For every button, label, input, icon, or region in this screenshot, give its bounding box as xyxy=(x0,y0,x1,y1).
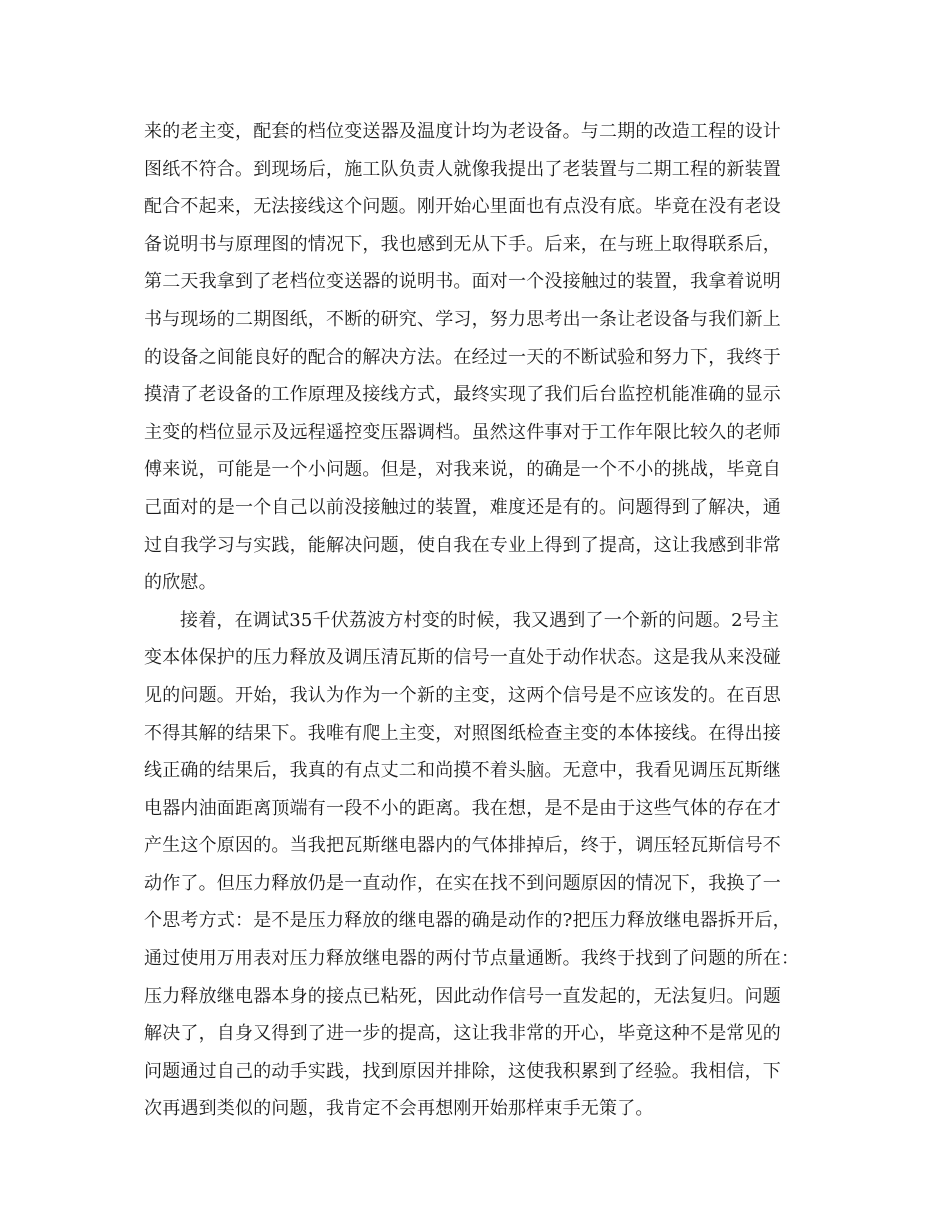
text-line: 配合不起来，无法接线这个问题。刚开始心里面也有点没有底。毕竟在没有老设 xyxy=(144,196,781,218)
text-line: 次再遇到类似的问题，我肯定不会再想刚开始那样束手无策了。 xyxy=(144,1098,654,1120)
text-line: 动作了。但压力释放仍是一直动作，在实在找不到问题原因的情况下，我换了一 xyxy=(144,872,781,894)
text-line: 接着，在调试35千伏荔波方村变的时候，我又遇到了一个新的问题。2号主 xyxy=(180,609,780,631)
document-body xyxy=(144,113,810,1128)
text-line: 变本体保护的压力释放及调压清瓦斯的信号一直处于动作状态。这是我从来没碰 xyxy=(144,647,781,669)
text-line: 书与现场的二期图纸，不断的研究、学习，努力思考出一条让老设备与我们新上 xyxy=(144,308,781,330)
text-line: 的欣慰。 xyxy=(144,572,217,594)
text-line: 解决了，自身又得到了进一步的提高，这让我非常的开心，毕竟这种不是常见的 xyxy=(144,1023,781,1045)
text-line: 不得其解的结果下。我唯有爬上主变，对照图纸检查主变的本体接线。在得出接 xyxy=(144,722,781,744)
text-line: 备说明书与原理图的情况下，我也感到无从下手。后来，在与班上取得联系后， xyxy=(144,233,781,255)
text-line: 个思考方式：是不是压力释放的继电器的确是动作的?把压力释放继电器拆开后， xyxy=(144,910,791,932)
paragraph-1 xyxy=(144,113,810,602)
text-line: 过自我学习与实践，能解决问题，使自我在专业上得到了提高，这让我感到非常 xyxy=(144,534,781,556)
text-line: 来的老主变，配套的档位变送器及温度计均为老设备。与二期的改造工程的设计 xyxy=(144,121,781,142)
text-line: 压力释放继电器本身的接点已粘死，因此动作信号一直发起的，无法复归。问题 xyxy=(144,985,781,1007)
text-line: 线正确的结果后，我真的有点丈二和尚摸不着头脑。无意中，我看见调压瓦斯继 xyxy=(144,760,781,782)
text-line: 问题通过自己的动手实践，找到原因并排除，这使我积累到了经验。我相信，下 xyxy=(144,1060,781,1082)
text-line: 主变的档位显示及远程遥控变压器调档。虽然这件事对于工作年限比较久的老师 xyxy=(144,421,781,443)
text-line: 见的问题。开始，我认为作为一个新的主变，这两个信号是不应该发的。在百思 xyxy=(144,684,781,706)
text-line: 通过使用万用表对压力释放继电器的两付节点量通断。我终于找到了问题的所在： xyxy=(144,948,800,970)
text-line: 图纸不符合。到现场后，施工队负责人就像我提出了老装置与二期工程的新装置 xyxy=(144,158,781,180)
text-line: 产生这个原因的。当我把瓦斯继电器内的气体排掉后，终于，调压轻瓦斯信号不 xyxy=(144,835,781,857)
text-line: 己面对的是一个自己以前没接触过的装置，难度还是有的。问题得到了解决，通 xyxy=(144,496,781,518)
text-line: 电器内油面距离顶端有一段不小的距离。我在想，是不是由于这些气体的存在才 xyxy=(144,797,781,819)
text-line: 傅来说，可能是一个小问题。但是，对我来说，的确是一个不小的挑战，毕竟自 xyxy=(144,459,781,481)
paragraph-2 xyxy=(144,602,810,1128)
text-line: 摸清了老设备的工作原理及接线方式，最终实现了我们后台监控机能准确的显示 xyxy=(144,384,781,406)
text-line: 第二天我拿到了老档位变送器的说明书。面对一个没接触过的装置，我拿着说明 xyxy=(144,271,781,293)
text-line: 的设备之间能良好的配合的解决方法。在经过一天的不断试验和努力下，我终于 xyxy=(144,346,781,368)
